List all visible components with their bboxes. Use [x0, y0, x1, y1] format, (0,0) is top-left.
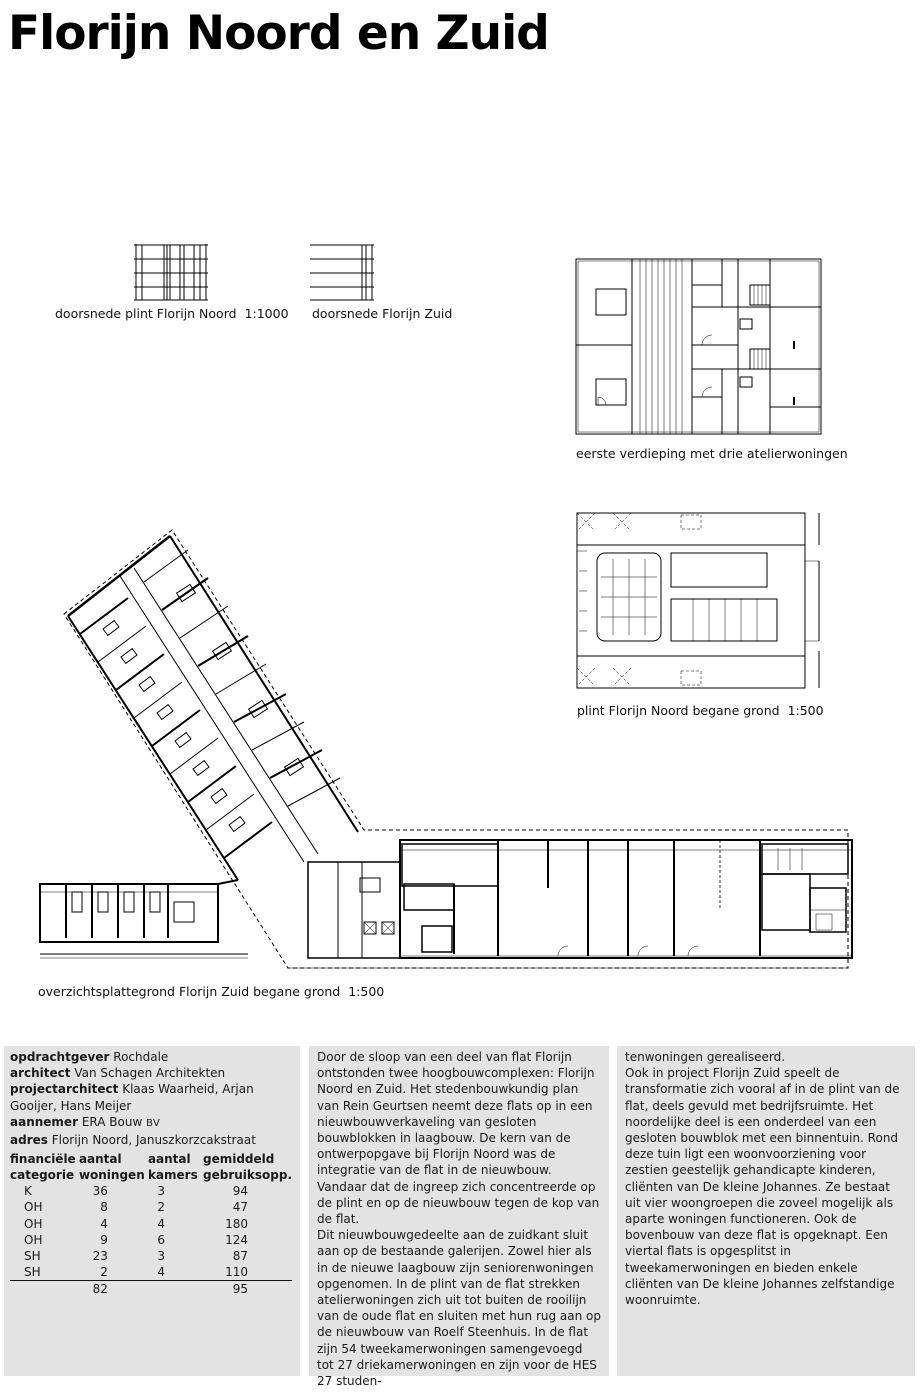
caption-plint-noord: plint Florijn Noord begane grond 1:500	[577, 703, 824, 718]
first-floor-plan	[574, 257, 824, 437]
credit-opdrachtgever: opdrachtgever Rochdale	[10, 1050, 169, 1064]
text-column-1	[309, 1046, 609, 1389]
credit-adres: adres Florijn Noord, Januszkorzcakstraat	[10, 1133, 256, 1148]
paragraph: tenwoningen gerealiseerd.	[625, 1050, 786, 1064]
caption-section-zuid: doorsnede Florijn Zuid	[312, 306, 453, 321]
header-categorie: financiële categorie	[10, 1152, 76, 1182]
table-row: K 36 3 94	[24, 1184, 248, 1199]
header-woningen: aantal woningen	[78, 1152, 145, 1182]
text-column-2	[617, 1046, 915, 1376]
table-total-row: 82 95	[10, 1281, 292, 1298]
paragraph: Ook in project Florijn Zuid speelt de transformatie zich vooral af in de plint van de flat, deels gevuld met bedrijfsruimte. Het noordelijke deel is een onderdeel van een gesloten bouwblok met een binnentuin. Rond deze tuin ligt een woonvoorziening voor zestien geestelijk gehandicapte kinderen, cliënten van De kleine Johannes. Ze bestaat uit vier woongroepen die zoveel mogelijk als aparte woningen functioneren. Ook de bovenbouw van deze flat is opgeknapt. Een viertal flats is opgesplitst in tweekamerwoningen en bieden enkele cliënten van De kleine Johannes zelfstandige woonruimte.	[625, 1066, 900, 1308]
credit-aannemer: aannemer ERA Bouw BV	[10, 1114, 161, 1129]
credits-panel	[4, 1046, 300, 1376]
table-row: SH 23 3 87	[24, 1249, 248, 1264]
credit-architect: architect Van Schagen Architekten	[10, 1066, 226, 1081]
table-row: OH 4 4 180	[24, 1216, 248, 1231]
header-gebruiksopp: gemiddeld gebruiksopp.	[203, 1152, 292, 1182]
overview-plan-zuid	[38, 528, 858, 978]
table-header-row	[10, 1152, 292, 1183]
table-row: OH 8 2 47	[24, 1200, 248, 1215]
page-title: Florijn Noord en Zuid	[8, 6, 549, 61]
paragraph: Dit nieuwbouwgedeelte aan de zuidkant sluit aan op de bestaande galerijen. Zowel hier als in de nieuwe laagbouw zijn seniorenwoningen opgenomen. In de plint van de flat strekken atelierwoningen zich uit tot buiten de rooilijn van de oude flat en sluiten met hun rug aan op de nieuwbouw van Roelf Steenhuis. In de flat zijn 54 tweekamerwoningen samengevoegd tot 27 driekamerwoningen en zijn voor de HES 27 studen-	[317, 1228, 601, 1389]
credit-projectarchitect: projectarchitect Klaas Waarheid, Arjan Gooijer, Hans Meijer	[10, 1082, 254, 1113]
housing-table	[10, 1152, 292, 1297]
caption-first-floor: eerste verdieping met drie atelierwoningen	[576, 446, 848, 461]
table-row: OH 9 6 124	[24, 1232, 248, 1247]
caption-section-noord: doorsnede plint Florijn Noord 1:1000	[55, 306, 289, 321]
section-drawing-zuid	[310, 244, 376, 302]
section-drawing-noord	[134, 244, 210, 302]
table-row: SH 2 4 110	[24, 1265, 248, 1280]
caption-overview-zuid: overzichtsplattegrond Florijn Zuid begane grond 1:500	[38, 984, 385, 999]
header-kamers: aantal kamers	[147, 1152, 198, 1182]
paragraph: Door de sloop van een deel van flat Florijn ontstonden twee hoogbouwcomplexen: Florijn Noord en Zuid. Het stedenbouwkundig plan van Rein Geurtsen neemt deze flats op in een nieuwbouwverkaveling van gesloten bouwblokken in laagbouw. De kern van de ontwerpopgave bij Florijn Noord was de integratie van de flat in de nieuwbouw. Vandaar dat de ingreep zich concentreerde op de plint en op de nieuwbouw tegen de kop van de flat.	[317, 1050, 600, 1227]
